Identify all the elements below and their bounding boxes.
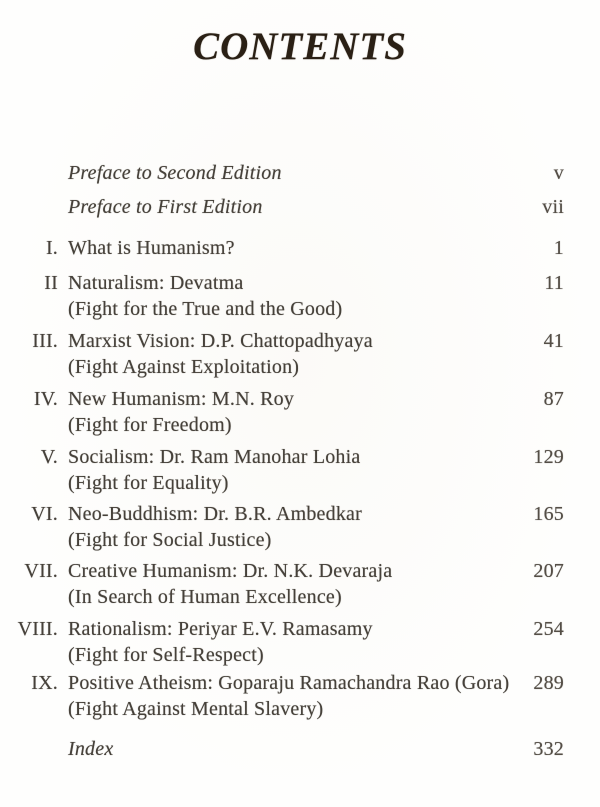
page-number: 254 [533, 618, 564, 640]
chapter-title: Socialism: Dr. Ram Manohar Lohia [68, 446, 361, 468]
toc-row-chapter-2 [10, 270, 564, 322]
page-number: 129 [533, 446, 564, 468]
chapter-subtitle: (Fight for Freedom) [68, 414, 232, 436]
chapter-title: Creative Humanism: Dr. N.K. Devaraja [68, 560, 393, 582]
page-number: 289 [533, 672, 564, 694]
toc-row-chapter-6 [10, 501, 564, 553]
chapter-numeral: III. [32, 330, 58, 352]
preface-label: Preface to Second Edition [68, 162, 282, 184]
chapter-subtitle: (Fight Against Mental Slavery) [68, 698, 324, 720]
toc-row-preface-second [10, 160, 564, 186]
page-number: 11 [544, 272, 564, 294]
page-number: 332 [533, 738, 564, 760]
chapter-subtitle: (Fight for Equality) [68, 472, 229, 494]
chapter-subtitle: (Fight Against Exploitation) [68, 356, 300, 378]
chapter-title: Marxist Vision: D.P. Chattopadhyaya [68, 330, 373, 352]
page-number: 207 [533, 560, 564, 582]
chapter-numeral: IV. [33, 388, 58, 410]
chapter-numeral: VI. [31, 503, 58, 525]
page-number: v [553, 162, 564, 184]
toc-row-chapter-3 [10, 328, 564, 380]
toc-row-chapter-7 [10, 558, 564, 610]
page-number: 165 [533, 503, 564, 525]
table-of-contents [10, 160, 564, 762]
chapter-subtitle: (Fight for Self-Respect) [68, 644, 264, 666]
index-label: Index [68, 738, 114, 760]
chapter-numeral: VII. [24, 560, 58, 582]
toc-row-chapter-4 [10, 386, 564, 438]
chapter-subtitle: (In Search of Human Excellence) [68, 586, 342, 608]
toc-row-chapter-9 [10, 670, 564, 722]
toc-row-chapter-1 [10, 235, 564, 261]
toc-row-index [10, 736, 564, 762]
chapter-numeral: I. [45, 237, 58, 259]
page-number: 87 [543, 388, 564, 410]
chapter-numeral: VIII. [17, 618, 58, 640]
chapter-title: Naturalism: Devatma [68, 272, 244, 294]
chapter-title: Rationalism: Periyar E.V. Ramasamy [68, 618, 373, 640]
toc-row-chapter-5 [10, 444, 564, 496]
chapter-numeral: IX. [31, 672, 58, 694]
chapter-title: New Humanism: M.N. Roy [68, 388, 295, 410]
toc-row-preface-first [10, 194, 564, 220]
page-number: 41 [543, 330, 564, 352]
chapter-numeral: V. [40, 446, 58, 468]
chapter-subtitle: (Fight for Social Justice) [68, 529, 272, 551]
page-number: vii [542, 196, 564, 218]
chapter-title: Neo-Buddhism: Dr. B.R. Ambedkar [68, 503, 362, 525]
page-title: CONTENTS [193, 25, 407, 68]
page-number: 1 [553, 237, 564, 259]
toc-row-chapter-8 [10, 616, 564, 668]
chapter-title: Positive Atheism: Goparaju Ramachandra Rao (Gora) [68, 672, 510, 694]
preface-label: Preface to First Edition [68, 196, 263, 218]
chapter-subtitle: (Fight for the True and the Good) [68, 298, 343, 320]
chapter-numeral: II [44, 272, 58, 294]
chapter-title: What is Humanism? [68, 237, 235, 259]
